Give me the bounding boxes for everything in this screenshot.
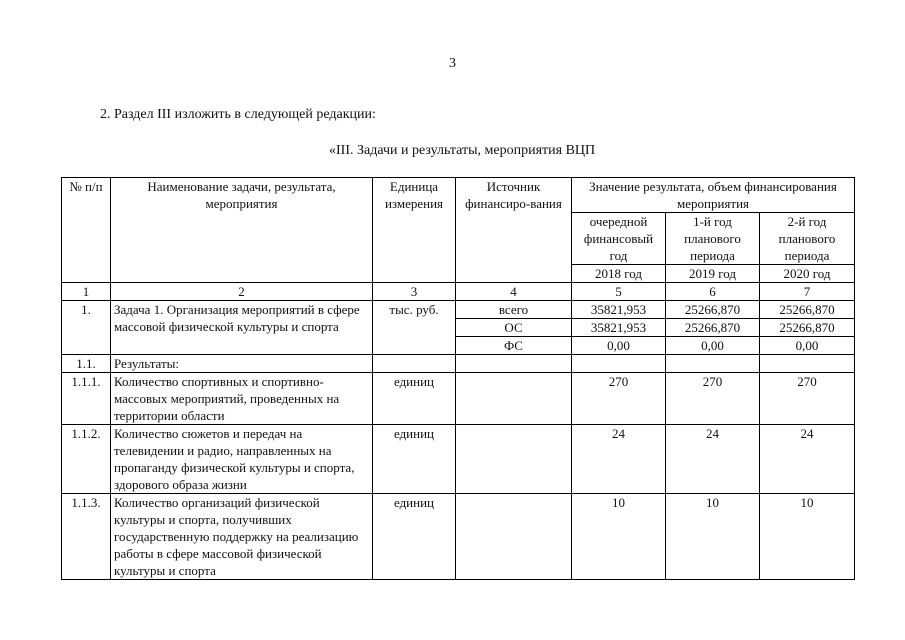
funding-value: 35821,953 (572, 319, 666, 337)
result-row (62, 373, 855, 425)
header-year-2: 2020 год (760, 265, 855, 283)
funding-value: 0,00 (572, 337, 666, 355)
result-name: Количество спортивных и спортивно-массовых мероприятий, проведенных на территории области (111, 373, 373, 425)
result-value: 10 (666, 494, 760, 580)
task-unit: тыс. руб. (373, 301, 456, 355)
result-row (62, 425, 855, 494)
result-value: 270 (666, 373, 760, 425)
result-value: 10 (572, 494, 666, 580)
funding-value: 25266,870 (666, 319, 760, 337)
result-num: 1.1.1. (62, 373, 111, 425)
result-value: 24 (666, 425, 760, 494)
result-num: 1.1.3. (62, 494, 111, 580)
funding-value: 0,00 (760, 337, 855, 355)
header-source: Источник финансиро-вания (456, 178, 572, 283)
task-row (62, 301, 855, 319)
page-number: 3 (449, 56, 456, 71)
result-num: 1.1.2. (62, 425, 111, 494)
result-unit: единиц (373, 494, 456, 580)
section-title: «III. Задачи и результаты, мероприятия ВЦП (329, 143, 596, 158)
funding-value: 0,00 (666, 337, 760, 355)
funding-source: ФС (456, 337, 572, 355)
task-name: Задача 1. Организация мероприятий в сфере массовой физической культуры и спорта (111, 301, 373, 355)
header-year-1: 2019 год (666, 265, 760, 283)
header-num: № п/п (62, 178, 111, 283)
tasks-table (61, 177, 855, 580)
column-number: 7 (760, 283, 855, 301)
result-value: 24 (760, 425, 855, 494)
result-unit: единиц (373, 373, 456, 425)
funding-value: 25266,870 (760, 319, 855, 337)
funding-value: 25266,870 (760, 301, 855, 319)
results-header-row (62, 355, 855, 373)
results-num: 1.1. (62, 355, 111, 373)
result-name: Количество организаций физической культуры и спорта, получивших государственную поддержку на реализацию работы в сфере массовой физической культуры и спорта (111, 494, 373, 580)
results-label: Результаты: (111, 355, 373, 373)
intro-text: 2. Раздел III изложить в следующей редакции: (100, 107, 376, 122)
funding-value: 25266,870 (666, 301, 760, 319)
result-value: 270 (760, 373, 855, 425)
result-name: Количество сюжетов и передач на телевидении и радио, направленных на пропаганду физической культуры и спорта, здорового образа жизни (111, 425, 373, 494)
column-number-row (62, 283, 855, 301)
result-unit: единиц (373, 425, 456, 494)
result-row (62, 494, 855, 580)
header-year-0: 2018 год (572, 265, 666, 283)
result-value: 24 (572, 425, 666, 494)
funding-source: всего (456, 301, 572, 319)
header-row (62, 178, 855, 213)
header-unit: Единица измерения (373, 178, 456, 283)
header-name: Наименование задачи, результата, мероприятия (111, 178, 373, 283)
column-number: 6 (666, 283, 760, 301)
result-value: 10 (760, 494, 855, 580)
header-value-group: Значение результата, объем финансирования мероприятия (572, 178, 855, 213)
task-num: 1. (62, 301, 111, 355)
funding-source: ОС (456, 319, 572, 337)
column-number: 1 (62, 283, 111, 301)
header-period-2: 2-й год планового периода (760, 213, 855, 265)
column-number: 4 (456, 283, 572, 301)
header-period-0: очередной финансовый год (572, 213, 666, 265)
column-number: 3 (373, 283, 456, 301)
column-number: 2 (111, 283, 373, 301)
funding-value: 35821,953 (572, 301, 666, 319)
result-value: 270 (572, 373, 666, 425)
header-period-1: 1-й год планового периода (666, 213, 760, 265)
column-number: 5 (572, 283, 666, 301)
